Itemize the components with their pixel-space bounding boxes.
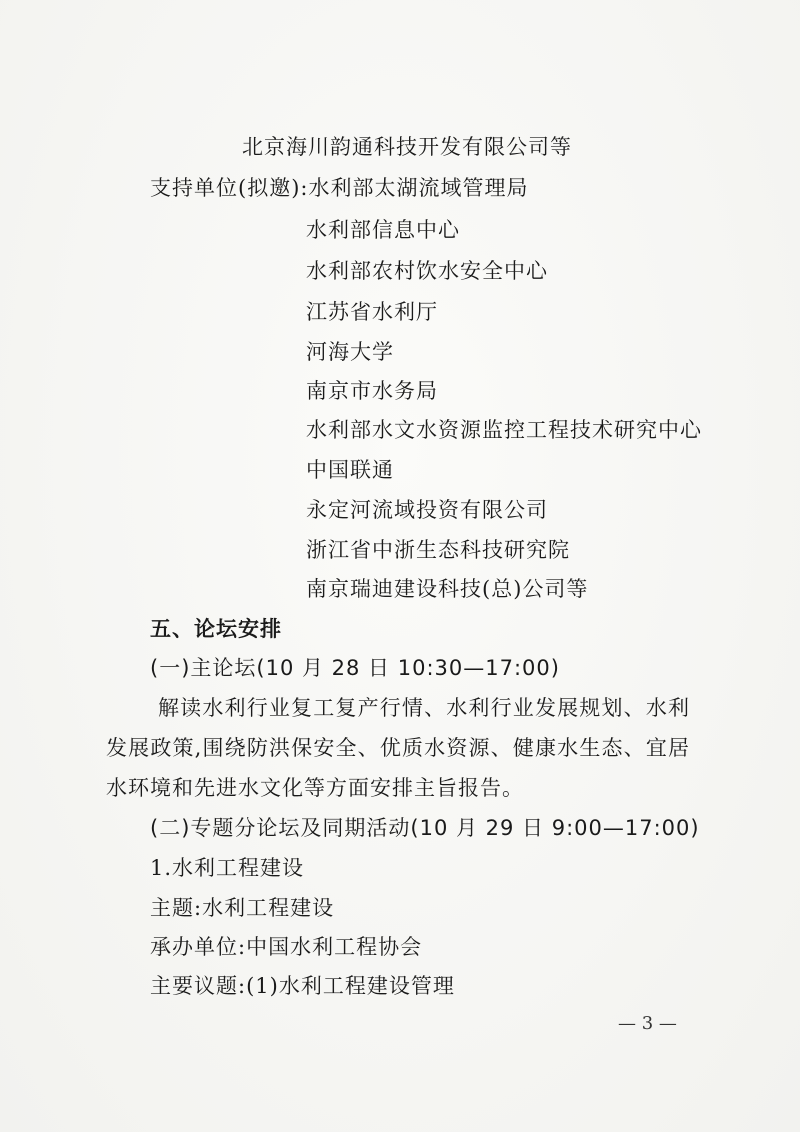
page-number: — 3 — (618, 1013, 677, 1034)
supporter-item: 水利部太湖流域管理局 (308, 176, 529, 200)
sub-forum-host: 承办单位:中国水利工程协会 (150, 935, 423, 959)
supporters-first-line (150, 173, 528, 203)
supporter-item: 永定河流域投资有限公司 (306, 498, 548, 522)
sub-forum-item-title: 1.水利工程建设 (150, 856, 305, 880)
organizer-last-line: 北京海川韵通科技开发有限公司等 (242, 135, 572, 159)
supporter-item: 浙江省中浙生态科技研究院 (306, 538, 570, 562)
supporter-item: 南京瑞迪建设科技(总)公司等 (306, 577, 589, 601)
main-forum-body: 解读水利行业复工复产行情、水利行业发展规划、水利发展政策,围绕防洪保安全、优质水资源、健康水生态、宜居水环境和先进水文化等方面安排主旨报告。 (106, 696, 690, 800)
section-title: 五、论坛安排 (150, 617, 282, 641)
sub-forum-theme: 主题:水利工程建设 (150, 896, 335, 920)
main-forum-title: (一)主论坛(10 月 28 日 10:30—17:00) (150, 656, 560, 680)
supporter-item: 水利部农村饮水安全中心 (306, 259, 548, 283)
supporter-item: 河海大学 (306, 340, 394, 364)
supporter-item: 南京市水务局 (306, 379, 438, 403)
supporter-item: 水利部水文水资源监控工程技术研究中心 (306, 418, 702, 442)
supporter-item: 水利部信息中心 (306, 218, 460, 242)
sub-forum-topics: 主要议题:(1)水利工程建设管理 (150, 974, 455, 998)
supporters-label: 支持单位(拟邀): (150, 176, 309, 200)
sub-forums-title: (二)专题分论坛及同期活动(10 月 29 日 9:00—17:00) (150, 816, 700, 840)
supporter-item: 江苏省水利厅 (306, 300, 438, 324)
supporter-item: 中国联通 (306, 458, 394, 482)
